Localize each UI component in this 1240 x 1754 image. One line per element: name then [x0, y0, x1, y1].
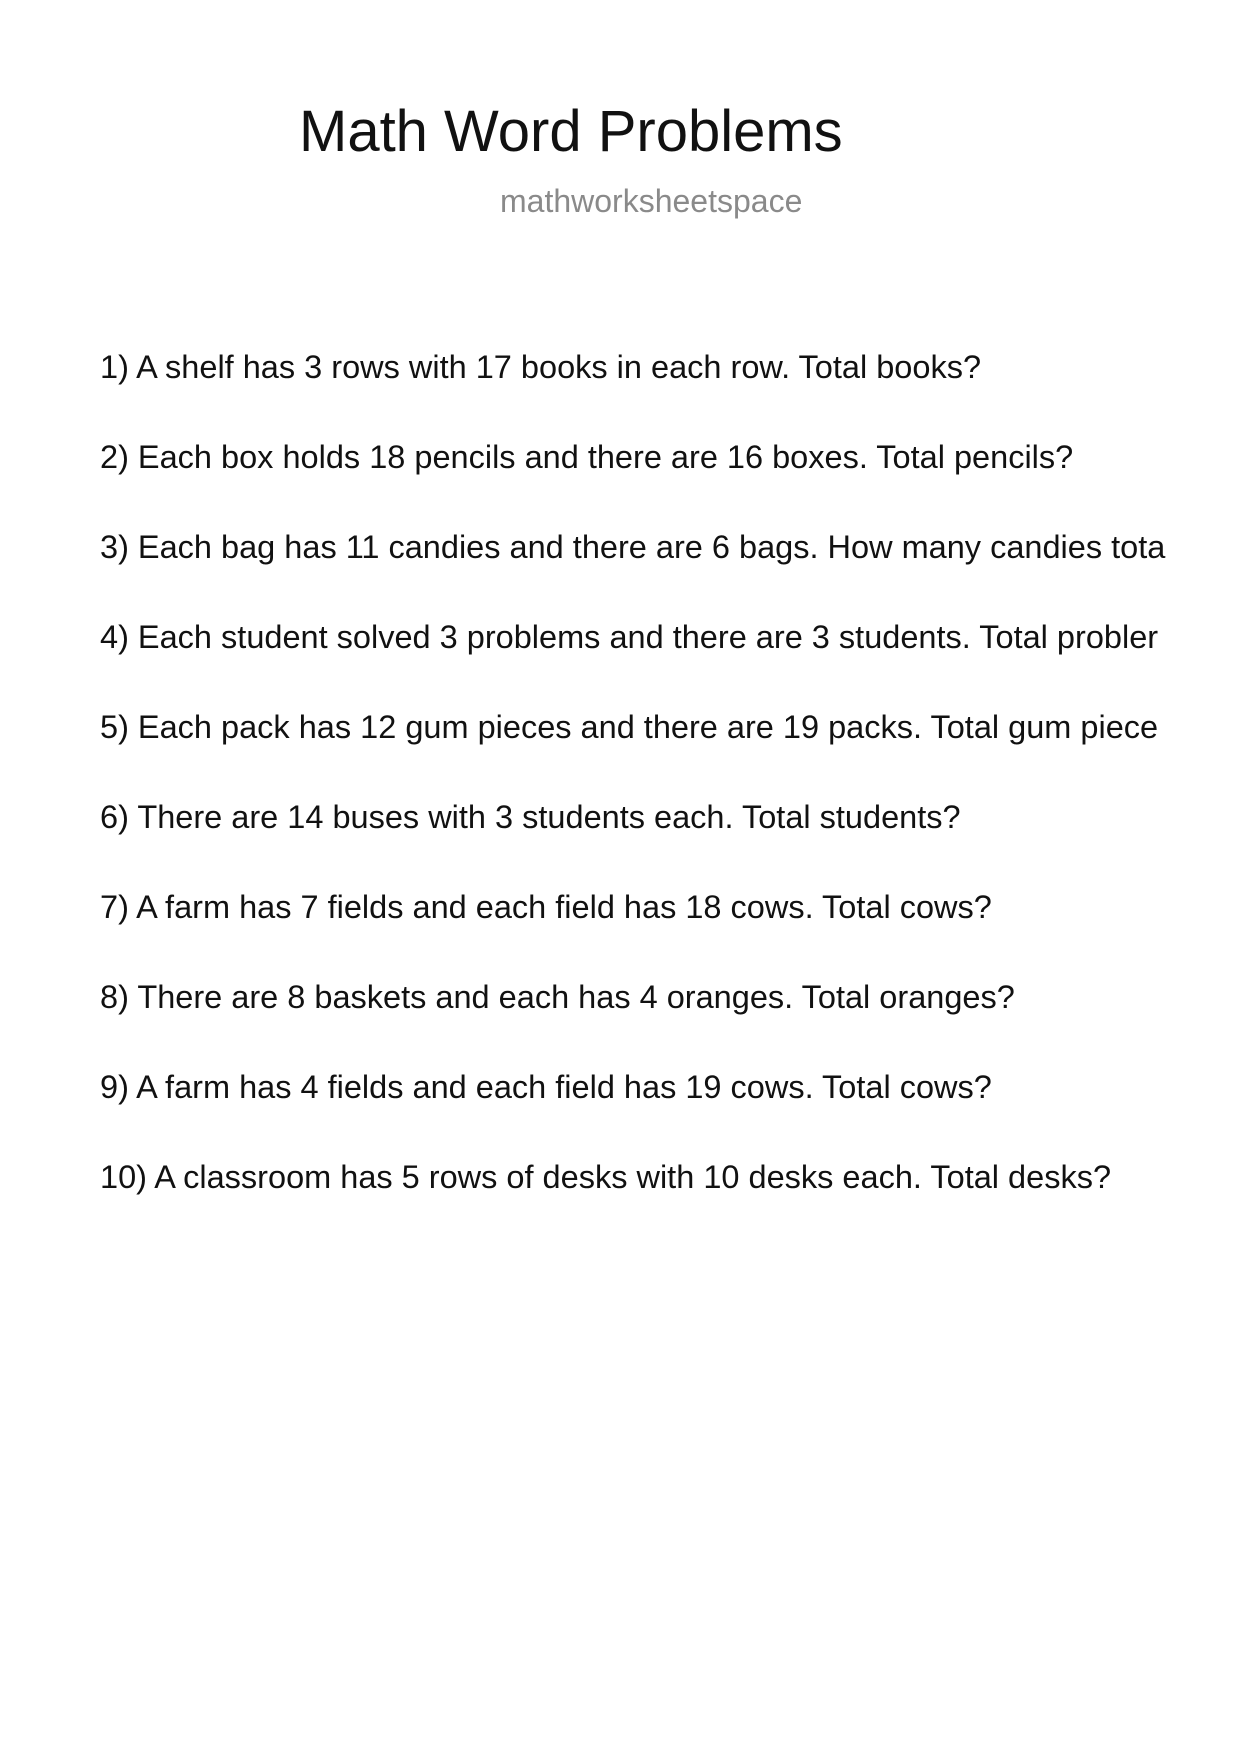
- problem-10: 10) A classroom has 5 rows of desks with 10 desks each. Total desks?: [100, 1159, 1112, 1195]
- problem-8: 8) There are 8 baskets and each has 4 oranges. Total oranges?: [100, 979, 1015, 1015]
- problem-list: [100, 348, 1165, 1248]
- page-title: Math Word Problems: [299, 99, 843, 164]
- problem-6: 6) There are 14 buses with 3 students each. Total students?: [100, 799, 961, 835]
- problem-3: 3) Each bag has 11 candies and there are 6 bags. How many candies tota: [100, 529, 1166, 565]
- problem-5: 5) Each pack has 12 gum pieces and there are 19 packs. Total gum piece: [100, 709, 1159, 745]
- problem-1: 1) A shelf has 3 rows with 17 books in each row. Total books?: [100, 349, 982, 385]
- problem-7: 7) A farm has 7 fields and each field has 18 cows. Total cows?: [100, 889, 992, 925]
- problem-4: 4) Each student solved 3 problems and there are 3 students. Total probler: [100, 619, 1159, 655]
- page-subtitle: mathworksheetspace: [500, 183, 803, 219]
- problem-2: 2) Each box holds 18 pencils and there are 16 boxes. Total pencils?: [100, 439, 1074, 475]
- problem-9: 9) A farm has 4 fields and each field has 19 cows. Total cows?: [100, 1069, 992, 1105]
